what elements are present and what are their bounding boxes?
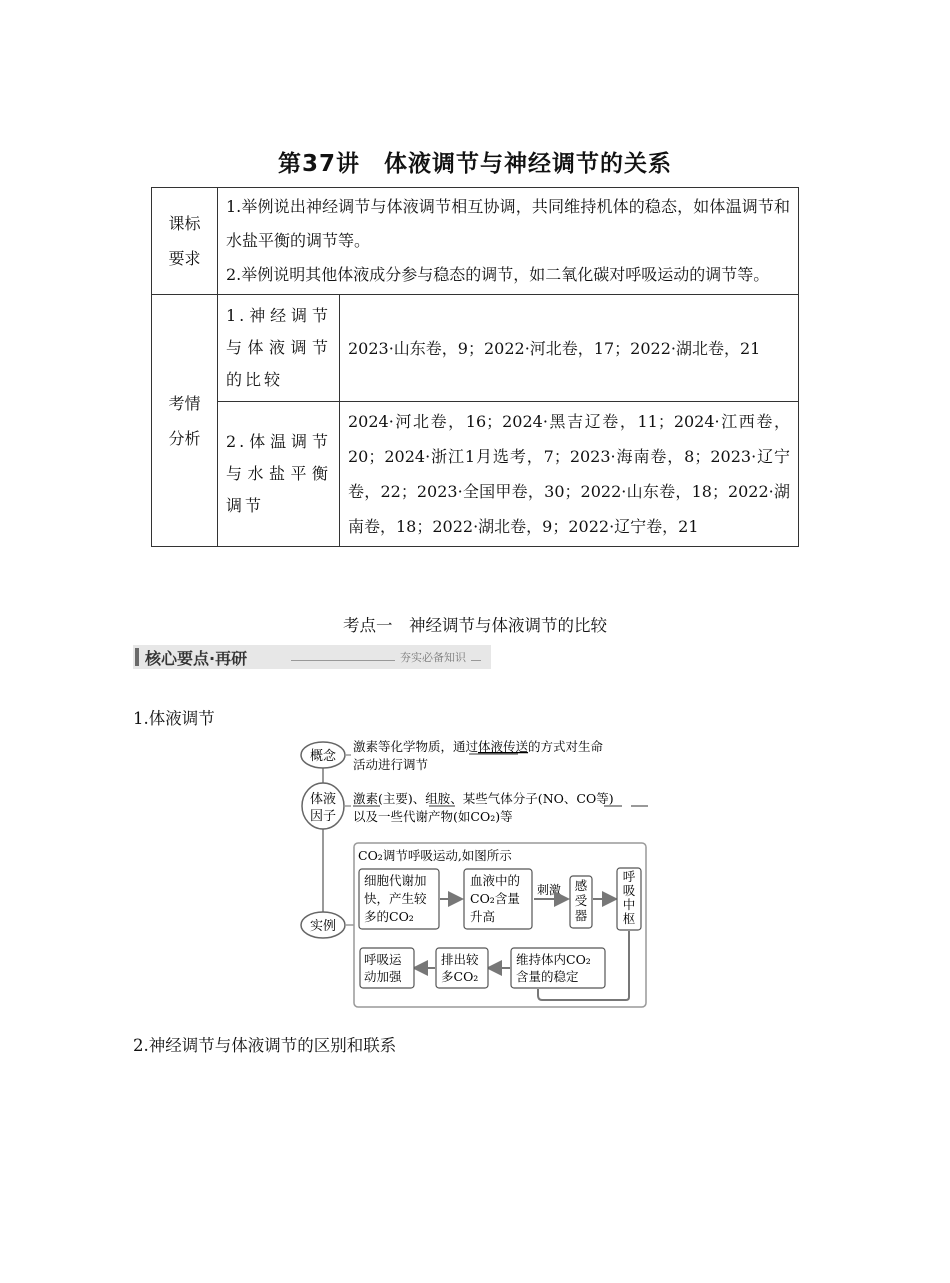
flow-text: 细胞代谢加 bbox=[364, 873, 427, 888]
concept-node-label: 概念 bbox=[309, 749, 337, 764]
flow-text: 维持体内CO₂ bbox=[516, 952, 591, 967]
flow-text: 器 bbox=[574, 908, 588, 923]
banner-subtitle: 夯实必备知识 bbox=[395, 649, 471, 665]
flow-text: 受 bbox=[574, 893, 588, 908]
example-box-header: CO₂调节呼吸运动,如图所示 bbox=[358, 848, 512, 863]
label-line: 考情 bbox=[168, 393, 201, 413]
table-row bbox=[152, 295, 799, 402]
flow-text: 感 bbox=[574, 878, 588, 893]
heading-humoral-regulation: 1.体液调节 bbox=[133, 709, 215, 728]
exam-list: 2023·山东卷，9；2022·河北卷，17；2022·湖北卷，21 bbox=[340, 295, 799, 402]
flow-text: 枢 bbox=[622, 911, 636, 926]
flow-text: 中 bbox=[622, 897, 636, 912]
flow-text: 含量的稳定 bbox=[516, 969, 579, 984]
banner-bar bbox=[135, 648, 139, 666]
flow-text: 呼 bbox=[622, 869, 636, 884]
concept-text-line1: 激素等化学物质，通过体液传送的方式对生命 bbox=[353, 739, 604, 754]
requirements-cell bbox=[218, 188, 799, 295]
section-banner bbox=[133, 645, 491, 669]
flow-text: CO₂含量 bbox=[470, 891, 520, 906]
example-node-label: 实例 bbox=[309, 919, 337, 934]
sub-topic: 1.神经调节与体液调节的比较 bbox=[218, 295, 340, 402]
table-row bbox=[152, 402, 799, 547]
flow-text: 呼吸运 bbox=[364, 952, 402, 967]
exam-list: 2024·河北卷，16；2024·黑吉辽卷，11；2024·江西卷，20；2024·浙江1月选考，7；2023·海南卷，8；2023·辽宁卷，22；2023·全国甲卷，30；2022·山东卷，18；2022·湖南卷，18；2022·湖北卷，9；2022·辽宁卷，21 bbox=[340, 402, 799, 547]
flow-text: 多CO₂ bbox=[441, 969, 479, 984]
banner-title: 核心要点·再研 bbox=[145, 649, 248, 668]
sub-topic: 2.体温调节与水盐平衡调节 bbox=[218, 402, 340, 547]
requirement-item: 1.举例说出神经调节与体液调节相互协调，共同维持机体的稳态，如体温调节和水盐平衡的调节等。 bbox=[226, 197, 790, 250]
flow-text: 吸 bbox=[622, 883, 636, 898]
table-row bbox=[152, 188, 799, 295]
row-label bbox=[152, 188, 218, 295]
page-title: 第37讲 体液调节与神经调节的关系 bbox=[277, 151, 672, 177]
flow-text: 快，产生较 bbox=[364, 891, 427, 906]
curriculum-table bbox=[151, 187, 799, 547]
section-title: 考点一 神经调节与体液调节的比较 bbox=[343, 616, 607, 635]
flow-text: 升高 bbox=[470, 909, 496, 924]
flow-text: 血液中的 bbox=[470, 873, 521, 888]
factor-text-line2: 以及一些代谢产物(如CO₂)等 bbox=[353, 809, 513, 824]
flow-text: 排出较 bbox=[441, 952, 479, 967]
factor-node-label: 体液 bbox=[309, 792, 337, 807]
requirement-item: 2.举例说明其他体液成分参与稳态的调节，如二氧化碳对呼吸运动的调节等。 bbox=[226, 265, 770, 284]
humoral-regulation-diagram bbox=[298, 735, 650, 1011]
factor-node-label: 因子 bbox=[309, 809, 337, 824]
heading-comparison: 2.神经调节与体液调节的区别和联系 bbox=[133, 1036, 397, 1055]
factor-text-line1: 激素(主要)、组胺、某些气体分子(NO、CO等) bbox=[353, 791, 614, 806]
label-line: 分析 bbox=[168, 428, 201, 448]
flow-text: 多的CO₂ bbox=[364, 909, 414, 924]
concept-text-line2: 活动进行调节 bbox=[353, 757, 429, 772]
row-label bbox=[152, 295, 218, 547]
label-line: 要求 bbox=[168, 249, 201, 268]
flow-arrow-label: 刺激 bbox=[537, 883, 562, 897]
label-line: 课标 bbox=[168, 214, 201, 233]
flow-text: 动加强 bbox=[364, 969, 402, 984]
